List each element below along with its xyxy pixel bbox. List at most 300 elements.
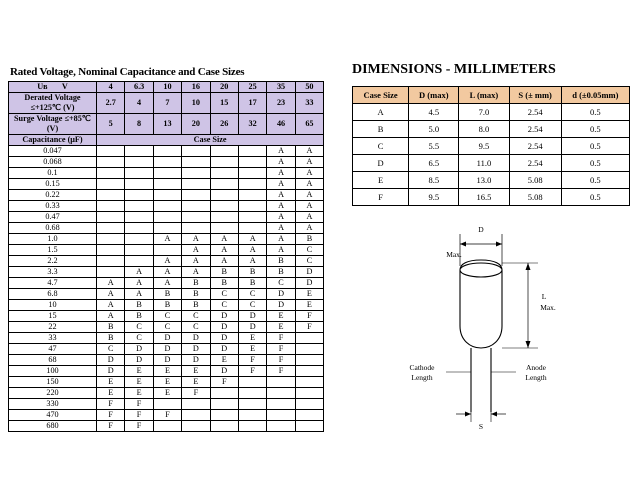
case-cell: A: [210, 256, 238, 267]
d-max-cell: 5.0: [409, 121, 459, 138]
case-cell: E: [125, 377, 153, 388]
case-cell: [182, 201, 210, 212]
case-cell: [210, 399, 238, 410]
table-row-subheader: [9, 135, 324, 146]
case-cell: [238, 388, 266, 399]
case-cell: E: [210, 355, 238, 366]
case-cell: A: [182, 256, 210, 267]
surge-cell: 13: [153, 114, 181, 135]
case-cell: F: [125, 410, 153, 421]
case-cell: [210, 421, 238, 432]
surge-header: Surge Voltage ≤+85℃ (V): [9, 114, 97, 135]
case-cell: F: [97, 421, 125, 432]
capacitance-cell: 220: [9, 388, 97, 399]
case-cell: [238, 421, 266, 432]
case-cell: C: [182, 322, 210, 333]
case-cell: [267, 388, 295, 399]
table-row: [9, 311, 324, 322]
case-cell: A: [125, 267, 153, 278]
case-cell: [238, 223, 266, 234]
case-cell: [97, 201, 125, 212]
table-row: [353, 138, 630, 155]
case-cell: [153, 421, 181, 432]
case-cell: A: [295, 201, 323, 212]
case-cell: [97, 256, 125, 267]
case-cell: [97, 157, 125, 168]
case-cell: [125, 157, 153, 168]
case-cell: E: [97, 377, 125, 388]
dimensions-section: [352, 62, 632, 206]
case-cell: B: [125, 311, 153, 322]
case-cell: [97, 212, 125, 223]
capacitance-cell: 470: [9, 410, 97, 421]
capacitance-cell: 680: [9, 421, 97, 432]
table-row: [9, 256, 324, 267]
voltage-cell: 10: [153, 82, 181, 93]
case-cell: A: [267, 146, 295, 157]
derated-cell: 2.7: [97, 93, 125, 114]
voltage-cell: 50: [295, 82, 323, 93]
case-cell: [182, 223, 210, 234]
capacitance-header: Capacitance (μF): [9, 135, 97, 146]
derated-cell: 10: [182, 93, 210, 114]
case-cell: F: [97, 410, 125, 421]
right-section-title: DIMENSIONS - MILLIMETERS: [352, 62, 556, 77]
case-cell: A: [238, 245, 266, 256]
case-cell: C: [210, 289, 238, 300]
case-cell: [97, 168, 125, 179]
case-cell: [125, 234, 153, 245]
case-cell: E: [97, 388, 125, 399]
case-cell: B: [238, 278, 266, 289]
table-row: [353, 189, 630, 206]
case-cell: [182, 421, 210, 432]
case-cell: D: [182, 355, 210, 366]
case-cell: [295, 410, 323, 421]
case-cell: [125, 223, 153, 234]
case-cell: E: [182, 377, 210, 388]
case-size-cell: F: [353, 189, 409, 206]
case-cell: [182, 190, 210, 201]
case-cell: [210, 212, 238, 223]
case-cell: [238, 410, 266, 421]
capacitance-cell: 1.0: [9, 234, 97, 245]
case-cell: D: [182, 344, 210, 355]
case-cell: E: [153, 366, 181, 377]
case-cell: [295, 344, 323, 355]
case-cell: C: [267, 278, 295, 289]
case-cell: F: [182, 388, 210, 399]
case-cell: E: [125, 388, 153, 399]
l-label-line1: L: [541, 292, 547, 301]
d-max-cell: 9.5: [409, 189, 459, 206]
capacitance-cell: 4.7: [9, 278, 97, 289]
case-cell: [182, 179, 210, 190]
l-max-cell: 13.0: [459, 172, 509, 189]
table-row: [353, 155, 630, 172]
d-max-cell: 5.5: [409, 138, 459, 155]
case-cell: A: [97, 289, 125, 300]
derated-cell: 33: [295, 93, 323, 114]
case-cell: A: [125, 278, 153, 289]
case-cell: C: [153, 322, 181, 333]
case-cell: A: [267, 201, 295, 212]
case-cell: [125, 201, 153, 212]
table-row-surge: [9, 114, 324, 135]
capacitance-cell: 3.3: [9, 267, 97, 278]
case-cell: E: [153, 388, 181, 399]
case-cell: C: [125, 322, 153, 333]
case-cell: A: [97, 311, 125, 322]
capacitance-cell: 68: [9, 355, 97, 366]
table-row: [9, 190, 324, 201]
case-cell: [238, 190, 266, 201]
cathode-label-line1: Cathode: [409, 363, 435, 372]
case-cell: E: [267, 322, 295, 333]
case-cell: [238, 212, 266, 223]
case-cell: A: [153, 278, 181, 289]
case-cell: [125, 190, 153, 201]
case-cell: [238, 179, 266, 190]
case-cell: [210, 168, 238, 179]
case-cell: [153, 212, 181, 223]
case-cell: F: [238, 366, 266, 377]
case-cell: D: [97, 355, 125, 366]
case-cell: [295, 421, 323, 432]
case-cell: C: [182, 311, 210, 322]
voltage-cell: 16: [182, 82, 210, 93]
case-cell: E: [153, 377, 181, 388]
table-row-voltage: [9, 82, 324, 93]
surge-cell: 8: [125, 114, 153, 135]
s-cell: 5.08: [509, 189, 561, 206]
capacitance-cell: 10: [9, 300, 97, 311]
table-row: [9, 333, 324, 344]
case-cell: E: [238, 344, 266, 355]
case-cell: A: [295, 179, 323, 190]
case-cell: A: [238, 256, 266, 267]
case-cell: [267, 377, 295, 388]
case-cell: B: [153, 289, 181, 300]
case-cell: C: [125, 333, 153, 344]
capacitance-cell: 0.1: [9, 168, 97, 179]
case-cell: D: [210, 344, 238, 355]
s-cell: 2.54: [509, 104, 561, 121]
d-max-cell: 8.5: [409, 172, 459, 189]
table-row: [9, 399, 324, 410]
case-cell: [182, 399, 210, 410]
dimensions-header-cell: D (max): [409, 87, 459, 104]
table-row: [353, 172, 630, 189]
case-cell: C: [295, 256, 323, 267]
d-tol-cell: 0.5: [561, 138, 629, 155]
case-cell: A: [210, 245, 238, 256]
capacitance-cell: 0.22: [9, 190, 97, 201]
capacitance-cell: 0.047: [9, 146, 97, 157]
case-size-cell: B: [353, 121, 409, 138]
case-cell: [267, 410, 295, 421]
table-row: [9, 278, 324, 289]
case-cell: [153, 146, 181, 157]
voltage-cell: 4: [97, 82, 125, 93]
capacitance-cell: 0.33: [9, 201, 97, 212]
table-row-derated: [9, 93, 324, 114]
case-cell: [125, 212, 153, 223]
case-cell: D: [210, 322, 238, 333]
case-cell: [295, 366, 323, 377]
case-cell: B: [97, 333, 125, 344]
table-row: [9, 179, 324, 190]
case-cell: [238, 201, 266, 212]
case-size-cell: D: [353, 155, 409, 172]
surge-cell: 65: [295, 114, 323, 135]
dimensions-header-cell: Case Size: [353, 87, 409, 104]
table-row: [9, 201, 324, 212]
case-cell: [267, 399, 295, 410]
case-cell: [295, 333, 323, 344]
capacitance-cell: 2.2: [9, 256, 97, 267]
case-size-cell: E: [353, 172, 409, 189]
case-cell: D: [295, 278, 323, 289]
case-cell: [210, 223, 238, 234]
derated-header: Derated Voltage ≤+125℃ (V): [9, 93, 97, 114]
case-cell: [153, 168, 181, 179]
d-max-cell: 6.5: [409, 155, 459, 172]
surge-cell: 5: [97, 114, 125, 135]
case-cell: F: [267, 333, 295, 344]
case-cell: [295, 388, 323, 399]
case-cell: E: [238, 333, 266, 344]
table-row: [353, 104, 630, 121]
case-cell: F: [238, 355, 266, 366]
case-cell: D: [153, 355, 181, 366]
case-cell: A: [182, 267, 210, 278]
case-cell: [210, 201, 238, 212]
case-cell: B: [267, 256, 295, 267]
table-row: [9, 355, 324, 366]
voltage-cell: 25: [238, 82, 266, 93]
case-cell: [210, 190, 238, 201]
derated-cell: 4: [125, 93, 153, 114]
case-cell: B: [182, 300, 210, 311]
table-row: [9, 212, 324, 223]
table-row: [9, 344, 324, 355]
case-cell: A: [295, 168, 323, 179]
case-cell: D: [210, 333, 238, 344]
case-cell: B: [182, 278, 210, 289]
anode-label-line1: Anode: [526, 363, 546, 372]
case-cell: [238, 168, 266, 179]
case-cell: A: [267, 223, 295, 234]
d-tol-cell: 0.5: [561, 104, 629, 121]
case-cell: D: [238, 322, 266, 333]
case-cell: B: [153, 300, 181, 311]
case-cell: E: [295, 289, 323, 300]
table-row: [9, 410, 324, 421]
case-cell: [295, 399, 323, 410]
table-row: [353, 121, 630, 138]
case-cell: [210, 146, 238, 157]
case-cell: B: [210, 267, 238, 278]
surge-cell: 20: [182, 114, 210, 135]
dimensions-table: [352, 86, 630, 206]
case-cell: D: [267, 300, 295, 311]
derated-cell: 15: [210, 93, 238, 114]
table-row: [9, 300, 324, 311]
capacitance-cell: 330: [9, 399, 97, 410]
table-row: [9, 388, 324, 399]
case-cell: [97, 245, 125, 256]
case-cell: C: [97, 344, 125, 355]
anode-label-line2: Length: [525, 373, 547, 382]
table-row: [9, 289, 324, 300]
case-cell: A: [267, 179, 295, 190]
case-cell: B: [295, 234, 323, 245]
voltage-cell: 35: [267, 82, 295, 93]
derated-cell: 7: [153, 93, 181, 114]
table-row: [9, 267, 324, 278]
table-row: [9, 245, 324, 256]
case-cell: D: [210, 311, 238, 322]
case-cell: E: [182, 366, 210, 377]
l-max-cell: 8.0: [459, 121, 509, 138]
l-max-cell: 16.5: [459, 189, 509, 206]
case-cell: [153, 245, 181, 256]
voltage-cell: 6.3: [125, 82, 153, 93]
s-cell: 2.54: [509, 138, 561, 155]
case-cell: [153, 399, 181, 410]
ub-v-header: Uʙ V: [9, 82, 97, 93]
rated-voltage-section: [8, 66, 326, 432]
case-cell: B: [97, 322, 125, 333]
case-cell: B: [210, 278, 238, 289]
case-cell: [125, 245, 153, 256]
case-cell: F: [125, 399, 153, 410]
case-cell: A: [153, 267, 181, 278]
case-cell: A: [182, 234, 210, 245]
voltage-cell: 20: [210, 82, 238, 93]
case-cell: C: [295, 245, 323, 256]
case-cell: F: [267, 366, 295, 377]
l-max-cell: 9.5: [459, 138, 509, 155]
capacitance-cell: 33: [9, 333, 97, 344]
case-cell: [97, 267, 125, 278]
case-cell: A: [97, 300, 125, 311]
dimensions-header-cell: L (max): [459, 87, 509, 104]
case-cell: A: [238, 234, 266, 245]
capacitance-cell: 150: [9, 377, 97, 388]
d-tol-cell: 0.5: [561, 121, 629, 138]
case-cell: D: [153, 333, 181, 344]
case-cell: [125, 256, 153, 267]
case-cell: A: [267, 212, 295, 223]
s-cell: 2.54: [509, 121, 561, 138]
case-cell: [97, 234, 125, 245]
case-cell: F: [267, 344, 295, 355]
table-row: [9, 168, 324, 179]
capacitance-cell: 22: [9, 322, 97, 333]
case-cell: A: [153, 256, 181, 267]
case-cell: D: [125, 355, 153, 366]
table-row: [9, 377, 324, 388]
case-cell: [238, 377, 266, 388]
case-cell: A: [125, 289, 153, 300]
s-cell: 2.54: [509, 155, 561, 172]
case-cell: [153, 201, 181, 212]
case-cell: A: [295, 190, 323, 201]
table-row: [9, 223, 324, 234]
case-cell: F: [295, 311, 323, 322]
case-cell: A: [295, 157, 323, 168]
capacitance-cell: 0.47: [9, 212, 97, 223]
d-tol-cell: 0.5: [561, 155, 629, 172]
case-cell: [153, 190, 181, 201]
capacitance-cell: 0.15: [9, 179, 97, 190]
capacitance-cell: 0.068: [9, 157, 97, 168]
case-cell: [125, 179, 153, 190]
rated-voltage-table: [8, 81, 324, 432]
case-cell: B: [238, 267, 266, 278]
case-cell: [182, 157, 210, 168]
case-cell: E: [125, 366, 153, 377]
case-cell: [210, 179, 238, 190]
capacitance-cell: 0.68: [9, 223, 97, 234]
case-cell: [97, 223, 125, 234]
case-cell: D: [238, 311, 266, 322]
case-cell: [267, 421, 295, 432]
capacitance-cell: 47: [9, 344, 97, 355]
case-cell: E: [295, 300, 323, 311]
case-cell: D: [125, 344, 153, 355]
case-cell: F: [153, 410, 181, 421]
case-cell: [238, 157, 266, 168]
d-tol-cell: 0.5: [561, 172, 629, 189]
case-cell: B: [182, 289, 210, 300]
case-cell: A: [210, 234, 238, 245]
l-max-cell: 11.0: [459, 155, 509, 172]
table-row: [9, 366, 324, 377]
case-cell: F: [267, 355, 295, 366]
case-cell: [153, 157, 181, 168]
capacitance-cell: 6.8: [9, 289, 97, 300]
case-cell: A: [267, 168, 295, 179]
case-cell: D: [182, 333, 210, 344]
case-cell: [97, 179, 125, 190]
case-cell: [182, 146, 210, 157]
table-row: [9, 322, 324, 333]
cathode-label-line2: Length: [411, 373, 433, 382]
case-cell: F: [97, 399, 125, 410]
table-row: [9, 234, 324, 245]
case-cell: D: [97, 366, 125, 377]
case-cell: [125, 168, 153, 179]
surge-cell: 46: [267, 114, 295, 135]
table-row: [9, 157, 324, 168]
case-cell: [153, 223, 181, 234]
capacitance-cell: 100: [9, 366, 97, 377]
capacitor-outline-drawing: [398, 222, 598, 432]
case-cell: [182, 410, 210, 421]
case-cell: [210, 388, 238, 399]
case-cell: A: [295, 146, 323, 157]
d-max-label: Max.: [446, 250, 462, 259]
case-cell: D: [295, 267, 323, 278]
case-cell: [182, 212, 210, 223]
case-cell: A: [182, 245, 210, 256]
case-cell: B: [267, 267, 295, 278]
case-cell: A: [153, 234, 181, 245]
d-max-cell: 4.5: [409, 104, 459, 121]
